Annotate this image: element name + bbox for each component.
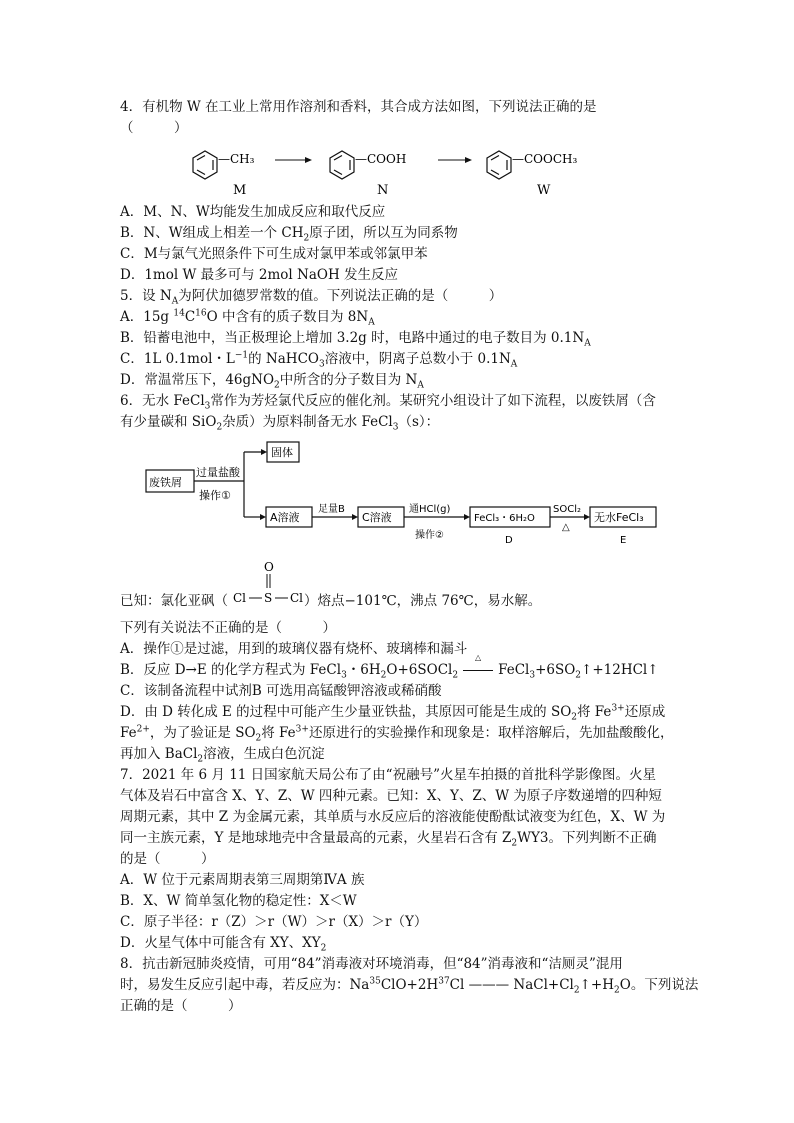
flow-solid-label: 固体 — [271, 446, 293, 459]
q6-flowchart — [143, 437, 663, 549]
q7-stem-line2: 气体及岩石中富含 X、Y、Z、W 四种元素。已知：X、Y、Z、W 为原子序数递增的四种短 — [120, 788, 662, 804]
q6-stem-line1: 6．无水 FeCl$_3$常作为芳烃氯代反应的催化剂。某研究小组设计了如下流程，以废铁屑（含 — [120, 393, 656, 412]
flow-delta-label: △ — [562, 522, 570, 533]
flow-op2-label: 操作② — [415, 530, 444, 541]
flow-add-b-label: 足量B — [318, 504, 345, 515]
q4-stem: 4．有机物 W 在工业上常用作溶剂和香料，其合成方法如图，下列说法正确的是 — [120, 99, 597, 115]
q7-stem-line1: 7．2021 年 6 月 11 日国家航天局公布了由“祝融号”火星车拍摄的首批科学影像图。火星 — [120, 767, 656, 783]
benzene-ring-w — [487, 151, 511, 179]
flow-e-box-label: 无水FeCl₃ — [594, 511, 644, 524]
q4-option-d: D．1mol W 最多可与 2mol NaOH 发生反应 — [120, 267, 399, 283]
label-m: M — [233, 183, 247, 198]
q7-stem-line4: 同一主族元素，Y 是地球地壳中含量最高的元素，火星岩石含有 $Z_2WY3$。下列判断不正确 — [120, 830, 657, 849]
flow-op1-label: 操作① — [199, 489, 231, 502]
q5-option-c: C．1L 0.1mol・$L^{-1}$的 NaHCO$_3$溶液中，阴离子总数小于 $0.1N_A$ — [120, 350, 518, 370]
flow-sol-c-label: C溶液 — [362, 511, 392, 524]
struct-s: S — [264, 591, 273, 605]
flow-start-label: 废铁屑 — [149, 476, 182, 489]
w-group: —COOCH₃ — [512, 152, 578, 166]
q6-stem-line2: 有少量碳和 SiO$_2$杂质）为原料制备无水 FeCl$_3$（s）： — [120, 414, 440, 433]
q7-stem-line5: 的是（ ） — [120, 851, 215, 867]
q8-stem-line1: 8．抗击新冠肺炎疫情，可用“84”消毒液对环境消毒，但“84”消毒液和“洁厕灵”混用 — [120, 956, 623, 972]
q7-option-a: A．W 位于元素周期表第三周期第ⅣA 族 — [120, 872, 365, 888]
q6-option-d-line3: 再加入 BaCl$_2$溶液，生成白色沉淀 — [120, 746, 325, 765]
struct-cl-left: Cl — [233, 591, 247, 605]
q6-known: 已知：氯化亚砜（ ）熔点−101℃，沸点 76℃，易水解。 — [120, 593, 542, 609]
struct-cl-right: Cl — [290, 591, 304, 605]
q6-option-c: C．该制备流程中试剂B 可选用高锰酸钾溶液或稀硝酸 — [120, 683, 442, 699]
q4-option-a: A．M、N、W均能发生加成反应和取代反应 — [120, 204, 386, 220]
flow-hcl-label: 通HCl(g) — [409, 504, 451, 515]
flow-e-label: E — [620, 535, 627, 546]
flow-acid-label: 过量盐酸 — [196, 466, 240, 479]
m-group: —CH₃ — [218, 152, 255, 166]
q6-option-d-line2: $Fe^{2+}$，为了验证是 $SO_2$将 $Fe^{3+}$还原进行的实验操作和现象是：取样溶解后，先加盐酸酸化， — [120, 724, 674, 744]
benzene-ring-m — [193, 151, 217, 179]
q7-option-b: B．X、W 简单氢化物的稳定性：X＜W — [120, 893, 357, 909]
q6-option-d-line1: D．由 D 转化成 E 的过程中可能产生少量亚铁盐，其原因可能是生成的 $SO_2$将 $Fe^{3+}$还原成 — [120, 703, 666, 723]
q8-stem-line3: 正确的是（ ） — [120, 998, 242, 1014]
q5-option-d: D．常温常压下，46gNO$_2$中所含的分子数目为 $N_A$ — [120, 372, 424, 391]
q8-stem-line2: 时，易发生反应引起中毒，若反应为：$Na^{35}ClO+2H^{37}Cl$ ——— $NaCl+Cl_2↑+H_2O$。下列说法 — [120, 976, 699, 996]
n-group: —COOH — [355, 152, 407, 166]
benzene-ring-n — [330, 151, 354, 179]
q4-option-c: C．M与氯气光照条件下可生成对氯甲苯或邻氯甲苯 — [120, 246, 428, 262]
flow-d-box-label: FeCl₃・6H₂O — [474, 513, 535, 524]
q4-option-b: B．N、W组成上相差一个 $CH_2$原子团，所以互为同系物 — [120, 225, 458, 244]
flow-sol-a-label: A溶液 — [270, 511, 300, 524]
q5-option-a: A．15g $^{14}C^{16}O$ 中含有的质子数目为 $8N_A$ — [120, 308, 375, 328]
q6-question: 下列有关说法不正确的是（ ） — [120, 620, 336, 636]
q7-option-d: D．火星气体中可能含有 XY、$XY_2$ — [120, 935, 327, 954]
q7-stem-line3: 周期元素，其中 Z 为金属元素，其单质与水反应后的溶液能使酚酞试液变为红色，X、W 为 — [120, 809, 666, 825]
flow-socl2-label: SOCl₂ — [553, 504, 581, 515]
q5-option-b: B．铅蓄电池中，当正极理论上增加 3.2g 时，电路中通过的电子数目为 $0.1N_A$ — [120, 330, 591, 349]
q7-option-c: C．原子半径：r（Z）＞r（W）＞r（X）＞r（Y） — [120, 914, 428, 930]
q5-stem: 5．设 $N_A$为阿伏加德罗常数的值。下列说法正确的是（ ） — [120, 288, 503, 307]
label-w: W — [537, 183, 551, 198]
q6-option-a: A．操作①是过滤，用到的玻璃仪器有烧杯、玻璃棒和漏斗 — [120, 641, 468, 657]
struct-o: O — [264, 560, 274, 574]
flow-d-label: D — [505, 535, 513, 546]
q4-paren: （ ） — [120, 120, 188, 136]
q4-synthesis-scheme — [185, 138, 625, 198]
label-n: N — [377, 183, 389, 198]
q6-option-b: B．反应 D→E 的化学方程式为 FeCl$_3$・$6H_2O+6SOCl_2$ △ $FeCl_3+6SO_2↑+12HCl↑$ — [120, 653, 659, 681]
